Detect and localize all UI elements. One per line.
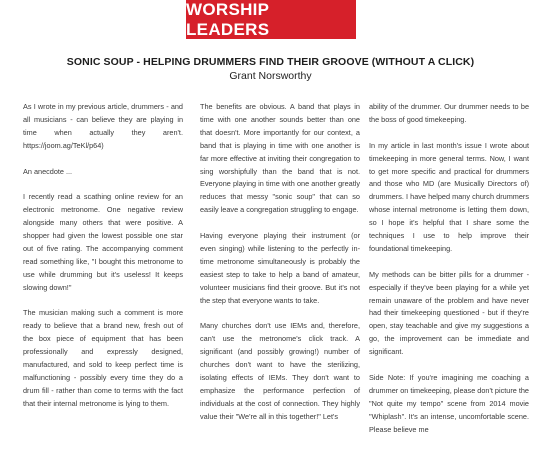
section-title: WORSHIP LEADERS [186,0,270,39]
article-author: Grant Norsworthy [229,70,312,82]
paragraph: Having everyone playing their instrument (or even singing) while listening to the perfectly in-time metronome simultaneously is probably the easiest step to take to help a band of amateur, volunteer musicians find their groove. But it's not the step that everyone wants to take. [200,231,360,305]
paragraph: The benefits are obvious. A band that plays in time with one another sounds better than one that doesn't. More importantly for our context, a band that is playing in time with one another is far more effective at inviting their congregation to sing worshipfully than the band that is not. Everyone playing in time with one another greatly reduces that messy "sonic soup" that can so easily leave a congregation struggling to engage. [200,102,360,215]
article-column-1 [23,101,183,424]
paragraph: The musician making such a comment is more ready to believe that a brand new, fresh out of the box piece of equipment that has been professionally and expressly designed, manufactured, and sold to keep perfect time is malfunctioning - possibly every time they do a drum fill - rather than come to terms with the fact that their internal metronome is lying to them. [23,308,183,408]
article-column-3 [369,101,529,449]
paragraph: Many churches don't use IEMs and, therefore, can't use the metronome's click track. A significant (and possibly growing!) number of churches don't want to have the sterilizing, isolating effects of IEMs. They don't want to emphasize the performance perfection of individuals at the cost of connection. They highly value their "We're all in this together!" Let's [200,321,360,421]
section-banner [186,0,356,39]
paragraph: ability of the drummer. Our drummer needs to be the boss of good timekeeping. [369,102,529,124]
paragraph: An anecdote ... [23,166,73,176]
article-column-2 [200,101,360,437]
paragraph: Side Note: If you're imagining me coaching a drummer on timekeeping, please don't picture the "Not quite my tempo" scene from 2014 movie "Whiplash". It's an intense, uncomfortable scene. Please believe me [369,372,529,434]
paragraph: In my article in last month's issue I wrote about timekeeping in more general terms. Now, I want to get more specific and practical for drummers and those who MD (are Musically Directors of) drummers. I have helped many church drummers whose internal metronome is letting them down, so I hope it's helpful that I share some the techniques I use to help improve their foundational timekeeping. [369,140,529,253]
article-title: SONIC SOUP - HELPING DRUMMERS FIND THEIR GROOVE (WITHOUT A CLICK) [66,56,475,68]
paragraph: My methods can be bitter pills for a drummer - especially if they've been playing for a while yet remain unaware of the problem and have never had their timekeeping questioned - but if they're open, stay teachable and give my suggestions a go, the improvement can be immediate and significant. [369,269,529,357]
paragraph: I recently read a scathing online review for an electronic metronome. One negative review alongside many others that were positive. A shopper had given the lowest possible one star out of five rating. The accompanying comment read something like, "I bought this metronome to use while drumming but it's useless! It keeps slowing down!" [23,192,183,292]
paragraph: As I wrote in my previous article, drummers - and all musicians - can believe they are playing in time when actually they aren't. https://joom.ag/TeKl/p64) [23,102,183,150]
